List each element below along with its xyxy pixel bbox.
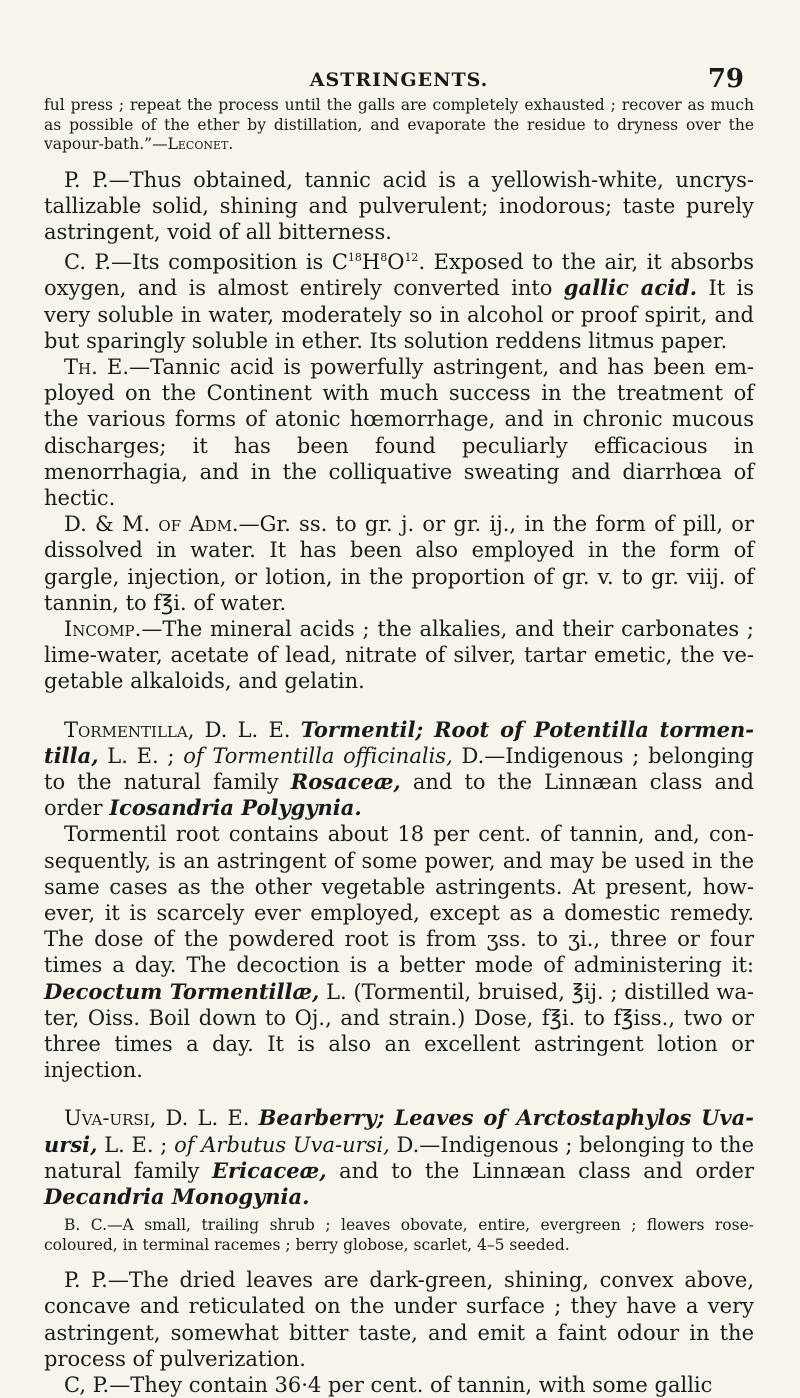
tannic-cp-text-e: It is very soluble in water, moderately so in alcohol or proof spirit, and but sparingly soluble in ether. Its solution reddens litmus paper.: [44, 276, 755, 353]
tormentilla-text-a: L. E. ;: [98, 743, 184, 768]
tannic-th-label: Th. E.: [64, 354, 130, 379]
uva-ursi-pp-paragraph: [44, 1267, 754, 1372]
intro-note: [44, 96, 754, 155]
uva-ursi-pp-label: P. P.: [64, 1268, 108, 1293]
uva-ursi-bc: B. C.—A small, trailing shrub ; leaves obovate, entire, evergreen ; flowers rose-coloured, in terminal racemes ; berry globose, scarlet, 4–5 seeded.: [44, 1216, 754, 1254]
uva-ursi-arbutus: of Arbutus Uva-ursi,: [174, 1132, 390, 1157]
tannic-cp-text-b: H: [361, 250, 381, 275]
uva-ursi-class-order: Decandria Monogynia.: [44, 1184, 310, 1210]
tannic-cp-text-c: O: [387, 250, 405, 275]
uva-ursi-text-b: D.—Indigenous ; belonging to the natural family: [44, 1132, 755, 1183]
tormentilla-officinalis: of Tormentilla officinalis,: [183, 743, 453, 768]
tannic-cp-label: C. P.: [64, 250, 112, 275]
tormentilla-common: Tormentil; Root of Potentilla tormentilla,: [44, 716, 755, 768]
intro-note-text: ful press ; repeat the process until the galls are completely exhausted ; recover as much as possible of the ether by distillation, and evaporate the residue to dryness over the vapour-bath.”—: [44, 96, 754, 153]
uva-ursi-pharm: D. L. E.: [156, 1106, 259, 1131]
tannic-th-paragraph: [44, 354, 754, 511]
tannic-cp-text-a: —Its composition is C: [111, 250, 348, 275]
tormentilla-name: Tormentilla,: [64, 717, 195, 742]
tormentilla-para-a: Tormentil root contains about 18 per cent. of tannin, and, consequently, is an astringent of some power, and may be used in the same cases as the other vegetable astringents. At present, however, it is scarcely ever employed, except as a domestic remedy. The dose of the powdered root is from ʒss. to ʒi., three or four times a day. The decoction is a better mode of administering it:: [44, 822, 754, 978]
tormentilla-para-b: L. (Tormentil, bruised, ℥ij. ; distilled water, Oiss. Boil down to Oj., and strain.) Dose, f℥i. to f℥iss., two or three times a day. It is also an excellent astringent lotion or injection.: [44, 979, 755, 1083]
tormentilla-family: Rosaceæ,: [290, 768, 401, 794]
tannic-dm-text: —Gr. ss. to gr. j. or gr. ij., in the form of pill, or dissolved in water. It has been also employed in the form of gargle, injection, or lotion, in the proportion of gr. v. to gr. viij. of tannin, to f℥i. of water.: [44, 512, 754, 615]
formula-c-sub: 18: [347, 251, 362, 265]
tannic-cp-text-d: . Exposed to the air, it absorbs oxygen, and is almost entirely converted into: [44, 250, 754, 301]
tannic-pp-label: P. P.: [64, 167, 109, 192]
uva-ursi-text-c: and to the Linnæan class and order: [326, 1158, 754, 1183]
tannic-pp-paragraph: [44, 167, 754, 246]
tormentilla-class-order: Icosandria Polygynia.: [109, 795, 362, 821]
gallic-acid-term: gallic acid.: [563, 275, 698, 301]
tormentilla-paragraph: [44, 821, 754, 1083]
tannic-dm-paragraph: [44, 511, 754, 616]
uva-ursi-pp-text: —The dried leaves are dark-green, shining, convex above, concave and reticulated on the under surface ; they have a very astringent, somewhat bitter taste, and emit a faint odour in the process of pulverization.: [44, 1268, 754, 1371]
decoctum-term: Decoctum Tormentillæ,: [44, 978, 320, 1004]
uva-ursi-cp-paragraph: [44, 1372, 754, 1398]
tormentilla-pharm: D. L. E.: [194, 717, 301, 742]
running-title: ASTRINGENTS.: [309, 69, 489, 91]
intro-note-attribution: Leconet.: [167, 135, 234, 153]
page-number: 79: [707, 64, 744, 94]
formula-o-sub: 12: [404, 251, 419, 265]
uva-ursi-cp-text: —They contain 36·4 per cent. of tannin, with some gallic: [109, 1373, 713, 1398]
tannic-incomp-paragraph: [44, 616, 754, 695]
uva-ursi-cp-label: C, P.: [64, 1373, 110, 1398]
running-head: [44, 0, 754, 96]
tannic-th-text: —Tannic acid is powerfully astringent, and has been employed on the Continent with much success in the treatment of the various forms of atonic hœmorrhage, and in chronic mucous discharges; it has been found peculiarly efficacious in menorrhagia, and in the colliquative sweating and diarrhœa of hectic.: [44, 354, 754, 510]
uva-ursi-text-a: L. E. ;: [97, 1132, 175, 1157]
uva-ursi-heading: [44, 1105, 754, 1210]
tormentilla-text-b: D.—Indigenous ; belonging to the natural family: [44, 743, 754, 794]
uva-ursi-name: Uva-ursi,: [64, 1106, 157, 1131]
tormentilla-heading: [44, 717, 754, 822]
tannic-dm-label: D. & M. of Adm.: [64, 512, 239, 537]
uva-ursi-common: Bearberry; Leaves of Arctostaphylos Uva-ursi,: [44, 1105, 755, 1157]
uva-ursi-family: Ericaceæ,: [212, 1157, 327, 1183]
tormentilla-text-c: and to the Linnæan class and order: [44, 769, 754, 821]
tannic-incomp-label: Incomp.: [64, 616, 142, 641]
tannic-cp-paragraph: [44, 245, 754, 354]
tannic-incomp-text: —The mineral acids ; the alkalies, and their carbonates ; lime-water, acetate of lead, nitrate of silver, tartar emetic, the vegetable alkaloids, and gelatin.: [44, 616, 754, 694]
formula-h-sub: 8: [380, 251, 388, 265]
tannic-pp-text: —Thus obtained, tannic acid is a yellowish-white, uncrystallizable solid, shining and pulverulent; inodorous; taste purely astringent, void of all bitterness.: [44, 167, 754, 244]
